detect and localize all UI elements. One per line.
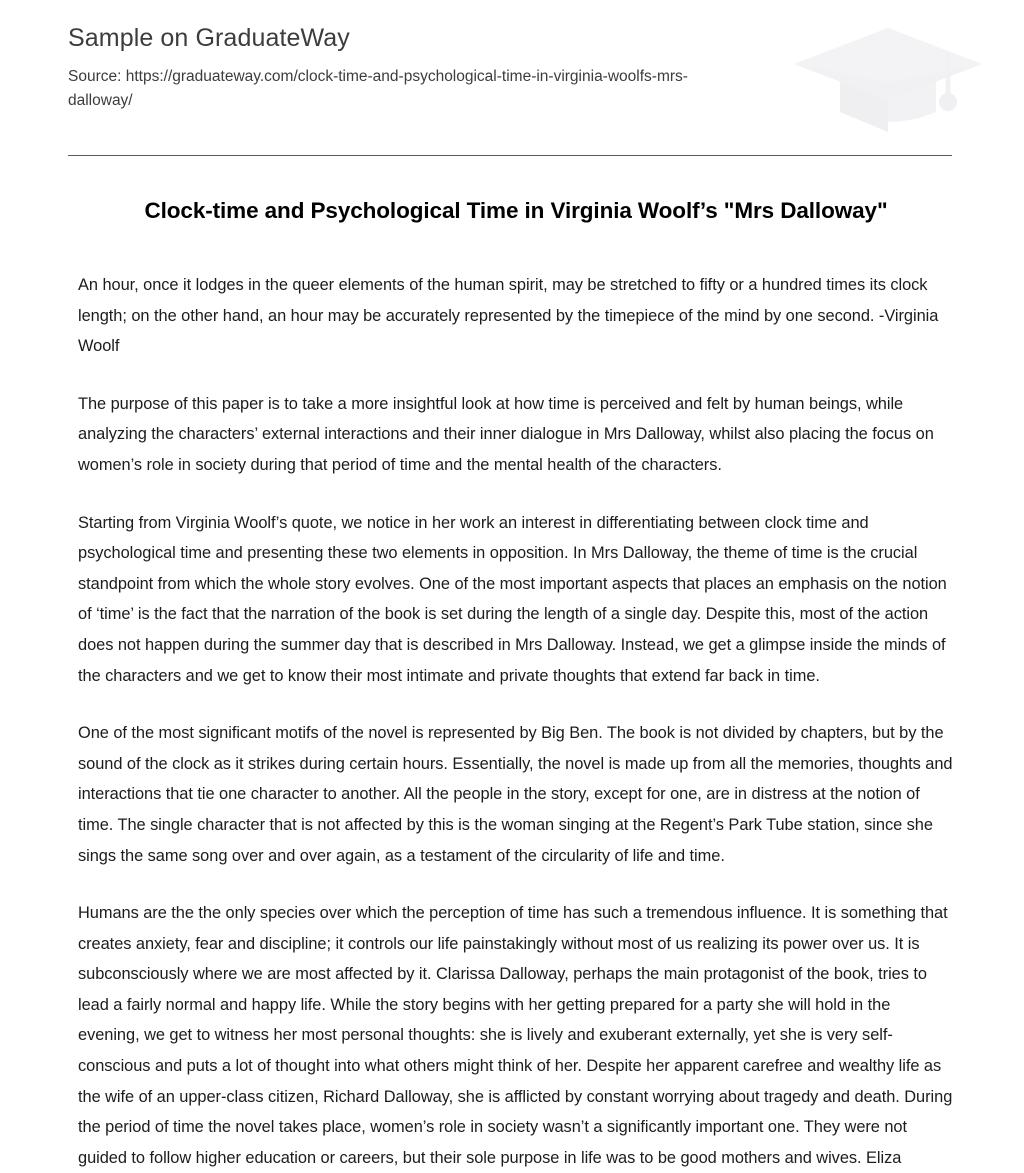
source-url-link[interactable]: https://graduateway.com/clock-time-and-psychological-time-in-virginia-woolfs-mrs-dalloway/ [68, 68, 688, 109]
paragraph: One of the most significant motifs of the novel is represented by Big Ben. The book is not divided by chapters, but by the sound of the clock as it strikes during certain hours. Essentially, the novel is made up from all the memories, thoughts and interactions that tie one character to another. All the people in the story, except for one, are in distress at the notion of time. The single character that is not affected by this is the woman singing at the Regent’s Park Tube station, since she sings the same song over and over again, as a testament of the circularity of life and time. [78, 724, 953, 865]
site-title: Sample on GraduateWay [68, 24, 350, 52]
paragraph: Humans are the the only species over which the perception of time has such a tremendous influence. It is something that creates anxiety, fear and discipline; it controls our life painstakingly without most of us realizing its power over us. It is subconsciously where we are most affected by it. Clarissa Dalloway, perhaps the main protagonist of the book, tries to lead a fairly normal and happy life. While the story begins with her getting prepared for a party she will hold in the evening, we get to witness her most personal thoughts: she is lively and exuberant externally, yet she is very self-conscious and puts a lot of thought into what others might think of her. Despite her apparent carefree and wealthy life as the wife of an upper-class citizen, Richard Dalloway, she is afflicted by constant worrying about tragedy and death. During the period of time the novel takes place, women’s role in society wasn’t a significantly important one. They were not guided to follow higher education or careers, but their sole purpose in life was to be good mothers and wives. Eliza [78, 904, 953, 1167]
paragraph: The purpose of this paper is to take a more insightful look at how time is perceived and felt by human beings, while analyzing the characters’ external interactions and their inner dialogue in Mrs Dalloway, whilst also placing the focus on women’s role in society during that period of time and the mental health of the characters. [78, 394, 934, 474]
page-title: Clock-time and Psychological Time in Virginia Woolf’s "Mrs Dalloway" [144, 198, 888, 223]
document-body [78, 196, 954, 1173]
paragraph: An hour, once it lodges in the queer elements of the human spirit, may be stretched to fifty or a hundred times its clock length; on the other hand, an hour may be accurately represented by the timepiece of the mind by one second. -Virginia Woolf [78, 276, 939, 356]
page-header [68, 22, 952, 113]
source-line [68, 65, 688, 113]
source-label: Source: [68, 68, 122, 85]
paragraph: Starting from Virginia Woolf’s quote, we notice in her work an interest in differentiating between clock time and psychological time and presenting these two elements in opposition. In Mrs Dalloway, the theme of time is the crucial standpoint from which the whole story evolves. One of the most important aspects that places an emphasis on the notion of ‘time’ is the fact that the narration of the book is set during the length of a single day. Despite this, most of the action does not happen during the summer day that is described in Mrs Dalloway. Instead, we get a glimpse inside the minds of the characters and we get to know their most intimate and private thoughts that extend far back in time. [78, 513, 947, 685]
header-divider [68, 155, 952, 156]
